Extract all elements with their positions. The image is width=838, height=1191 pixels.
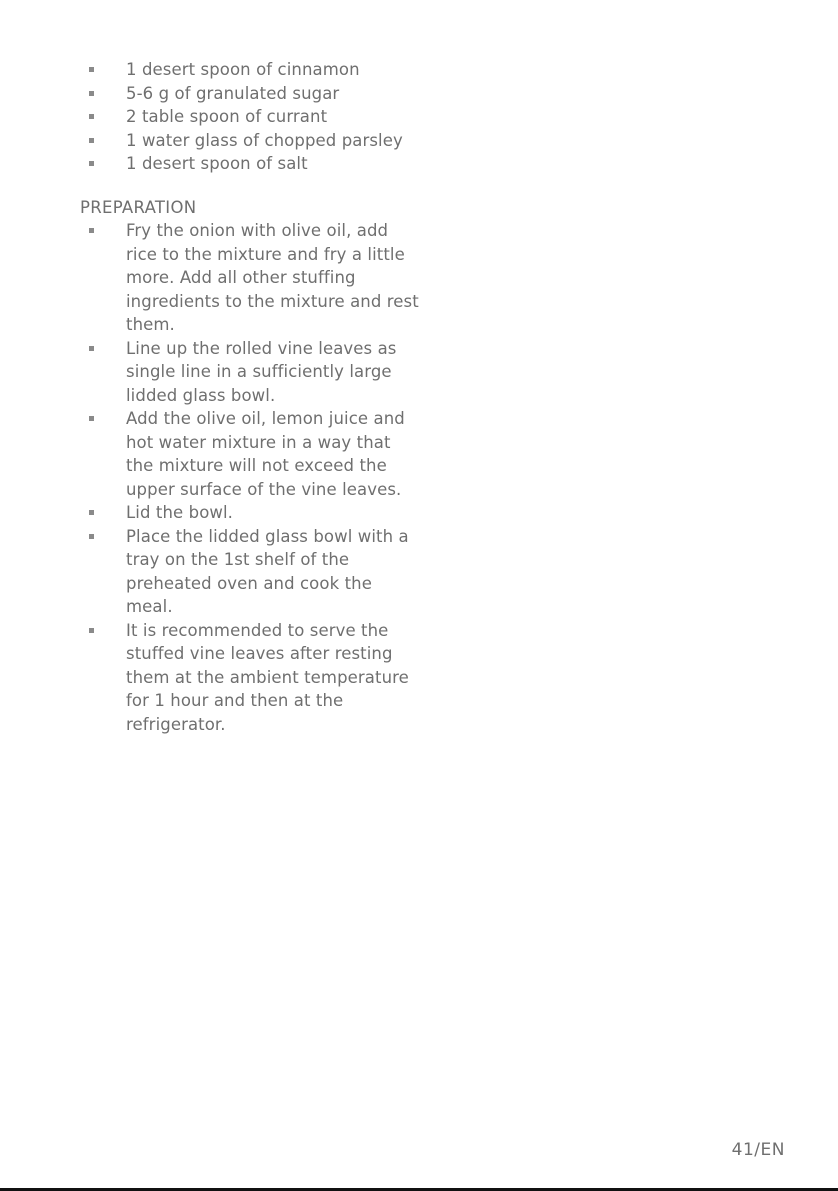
bullet-icon <box>89 67 94 72</box>
list-item <box>80 219 420 337</box>
step-text: Lid the bowl. <box>126 503 234 522</box>
step-text: Add the olive oil, lemon juice and hot water mixture in a way that the mixture will not exceed the upper surface of the vine leaves. <box>126 409 405 499</box>
bullet-icon <box>89 138 94 143</box>
page-content <box>80 58 420 736</box>
step-text: Line up the rolled vine leaves as single line in a sufficiently large lidded glass bowl. <box>126 338 397 405</box>
ingredient-text: 2 table spoon of currant <box>126 107 328 126</box>
ingredient-text: 1 desert spoon of cinnamon <box>126 60 360 79</box>
ingredient-text: 5-6 g of granulated sugar <box>126 83 340 103</box>
bullet-icon <box>89 114 94 119</box>
bullet-icon <box>89 416 94 421</box>
bullet-icon <box>89 628 94 633</box>
list-item <box>80 152 420 176</box>
bullet-icon <box>89 534 94 539</box>
list-item <box>80 525 420 619</box>
list-item <box>80 619 420 737</box>
step-text: It is recommended to serve the stuffed vine leaves after resting them at the ambient temperature for 1 hour and then at the refrigerator. <box>126 620 409 734</box>
bullet-icon <box>89 346 94 351</box>
list-item <box>80 407 420 501</box>
section-heading: PREPARATION <box>80 197 197 217</box>
ingredient-text: 1 desert spoon of salt <box>126 154 308 173</box>
ingredient-list <box>80 58 420 176</box>
preparation-steps <box>80 219 420 736</box>
bullet-icon <box>89 510 94 515</box>
page-number: 41/EN <box>731 1140 785 1160</box>
list-item <box>80 82 420 106</box>
list-item <box>80 105 420 129</box>
list-item <box>80 129 420 153</box>
step-text: Place the lidded glass bowl with a tray on the 1st shelf of the preheated oven and cook the meal. <box>126 526 409 616</box>
bullet-icon <box>89 91 94 96</box>
list-item <box>80 501 420 525</box>
ingredient-text: 1 water glass of chopped parsley <box>126 130 403 150</box>
bullet-icon <box>89 161 94 166</box>
bullet-icon <box>89 228 94 233</box>
list-item <box>80 58 420 82</box>
list-item <box>80 337 420 408</box>
step-text: Fry the onion with olive oil, add rice to the mixture and fry a little more. Add all other stuffing ingredients to the mixture and rest them. <box>126 221 419 334</box>
